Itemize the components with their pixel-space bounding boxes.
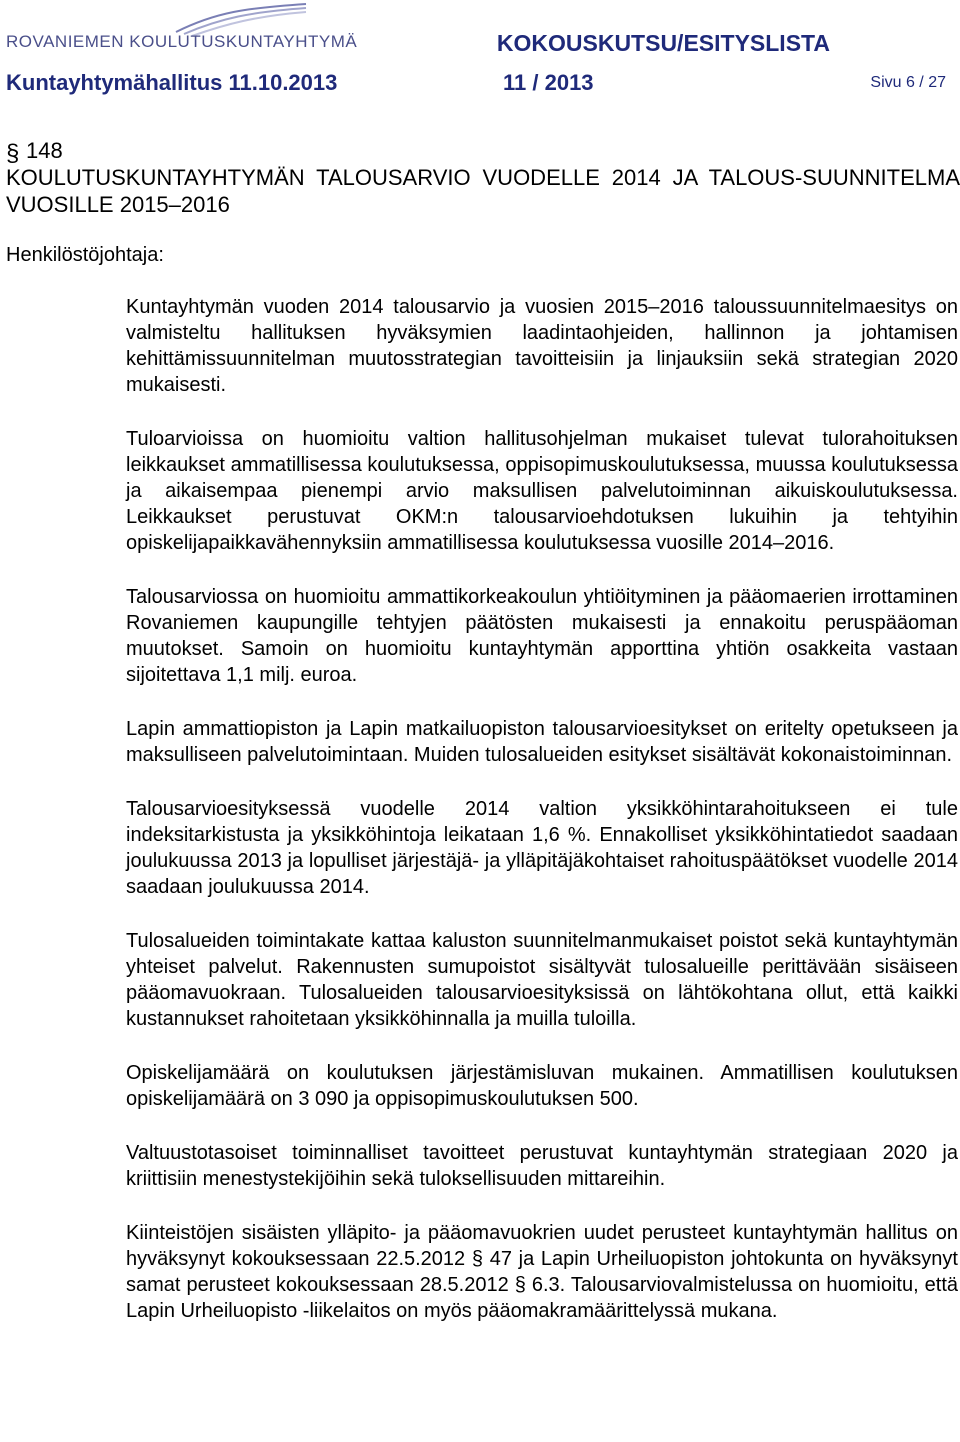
paragraph: Opiskelijamäärä on koulutuksen järjestämisluvan mukainen. Ammatillisen koulutuksen opiskelijamäärä on 3 090 ja oppisopimuskoulutuksen 500. [126,1062,958,1110]
meeting-info-row [6,70,956,100]
logo-text: ROVANIEMEN KOULUTUSKUNTAYHTYMÄ [6,32,358,51]
section-symbol: § [6,140,20,167]
paragraph: Tulosalueiden toimintakate kattaa kaluston suunnitelmanmukaiset poistot sekä kuntayhtymän yhteiset palvelut. Rakennusten sumupoistot sisältyvät tulosalueille perittävään sisäiseen pääomavuokraan. Tulosalueiden talousarvioesityksissä on lähtökohtana ollut, että kaikki kustannukset rahoitetaan yksikköhinnalla ja muilla tuloilla. [126,930,958,1030]
paragraph: Talousarvioesityksessä vuodelle 2014 valtion yksikköhintarahoitukseen ei tule indeksitarkistusta ja yksikköhintoja leikataan 1,6 %. Ennakolliset yksikköhintatiedot saadaan joulukuussa 2013 ja lopulliset järjestäjä- ja ylläpitäjäkohtaiset rahoituspäätökset vuodelle 2014 saadaan joulukuussa 2014. [126,798,958,898]
page-header [0,0,960,110]
meeting-body: Kuntayhtymähallitus 11.10.2013 [6,70,338,95]
paragraph: Lapin ammattiopiston ja Lapin matkailuopiston talousarvioesitykset on eritelty opetukseen ja maksulliseen palvelutoimintaan. Muiden tulosalueiden esitykset sisältävät kokonaistoiminnan. [126,718,958,766]
paragraph: Kiinteistöjen sisäisten ylläpito- ja pääomavuokrien uudet perusteet kuntayhtymän hallitus on hyväksynyt kokouksessaan 22.5.2012 § 47 ja Lapin Urheiluopiston johtokunta on hyväksynyt samat perusteet kokouksessaan 28.5.2012 § 6.3. Talousarviovalmistelussa on huomioitu, että Lapin Urheiluopisto -liikelaitos on myös pääomakramäärittelyssä mukana. [126,1222,958,1322]
paragraph: Kuntayhtymän vuoden 2014 talousarvio ja vuosien 2015–2016 taloussuunnitelmaesitys on valmisteltu hallituksen hyväksymien laadintaohjeiden, hallinnon ja johtamisen kehittämissuunnitelman muutosstrategian tavoitteisiin ja linjauksiin sekä strategian 2020 mukaisesti. [126,296,958,396]
section-number: 148 [26,138,63,163]
document-type: KOKOUSKUTSU/ESITYSLISTA [496,30,830,56]
paragraph: Tuloarvioissa on huomioitu valtion hallitusohjelman mukaiset tulevat tulorahoituksen leikkaukset ammatillisessa koulutuksessa, oppisopimuskoulutuksessa, muussa koulutuksessa ja aikaisempaa pienempi arvio maksullisen palvelutoiminnan aikuiskoulutuksessa. Leikkaukset perustuvat OKM:n talousarvioehdotuksen lukuihin ja tehtyihin opiskelijapaikkavähennyksiin ammatillisessa koulutuksessa vuosille 2014–2016. [126,428,958,554]
logo-swoosh-icon [6,2,366,36]
paragraph: Talousarviossa on huomioitu ammattikorkeakoulun yhtiöityminen ja pääomaerien irrottaminen Rovaniemen kaupungille tehtyjen päätösten mukaisesti ja ennakoitu peruspääoman muutokset. Samoin on huomioitu kuntayhtymän apporttina yhtiön osakkeita vastaan sijoitettava 1,1 milj. euroa. [126,586,958,686]
presenter-role: Henkilöstöjohtaja: [6,244,164,266]
document-body [126,294,958,1352]
page-number: Sivu 6 / 27 [870,74,946,91]
section-title: KOULUTUSKUNTAYHTYMÄN TALOUSARVIO VUODELLE 2014 JA TALOUS-SUUNNITELMA VUOSILLE 2015–2016 [6,165,960,217]
organization-logo [6,2,366,56]
meeting-number: 11 / 2013 [503,70,594,95]
paragraph: Valtuustotasoiset toiminnalliset tavoitteet perustuvat kuntayhtymän strategiaan 2020 ja kriittisiin menestystekijöihin sekä tuloksellisuuden mittareihin. [126,1142,958,1190]
